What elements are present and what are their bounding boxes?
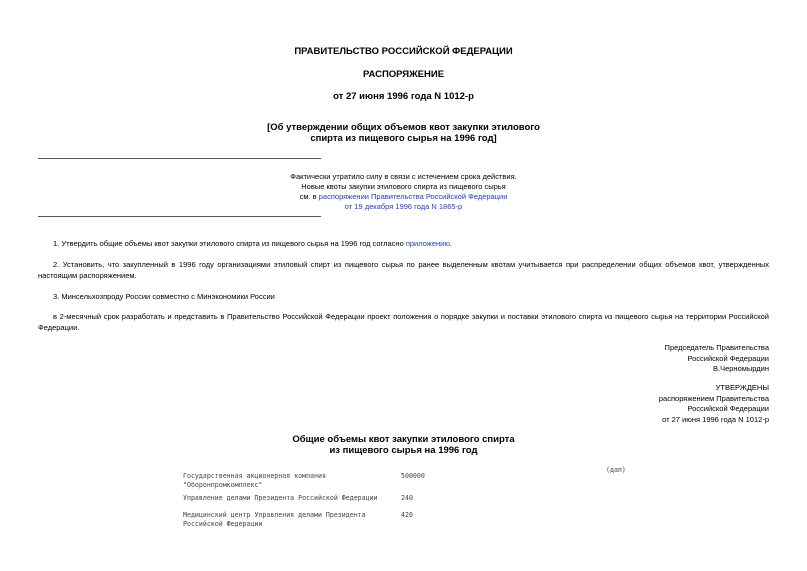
paragraph-3: 3. Минсельхозпроду России совместно с Минэкономики России <box>53 292 275 301</box>
table-row-2-name-line1: Управление делами Президента Российской Федерации <box>183 494 378 502</box>
appendix-link[interactable]: приложению <box>405 239 450 248</box>
approval-heading: УТВЕРЖДЕНЫ <box>715 383 769 392</box>
signature-country: Российской Федерации <box>687 353 769 363</box>
table-row-1-value: 500000 <box>401 472 425 480</box>
paragraph-4: в 2-месячный срок разработать и представить в Правительство Российской Федерации проект положения о порядке закупки и поставки этилового спирта из пищевого сырья на территории Российской Федерации. <box>38 312 769 332</box>
approval-block <box>659 383 769 425</box>
status-note-prefix: см. в <box>299 192 319 201</box>
status-note-line1: Фактически утратило силу в связи с истечением срока действия. <box>290 172 517 181</box>
table-row-2-value: 240 <box>401 494 413 502</box>
decree-date-link[interactable]: от 19 декабря 1996 года N 1865-р <box>344 202 463 211</box>
status-note-line4 <box>0 201 807 212</box>
government-name: ПРАВИТЕЛЬСТВО РОССИЙСКОЙ ФЕДЕРАЦИИ <box>294 46 513 57</box>
approval-country: Российской Федерации <box>687 404 769 413</box>
document-date: от 27 июня 1996 года N 1012-р <box>333 91 474 102</box>
approval-by: распоряжением Правительства <box>658 393 769 403</box>
paragraph-1 <box>38 238 769 249</box>
table-row-1-name-line1: Государственная акционерная компания <box>183 472 326 480</box>
appendix-title-line1: Общие объемы квот закупки этилового спирта <box>292 434 515 445</box>
appendix-title-line2: из пищевого сырья на 1996 год <box>329 445 478 456</box>
signature-block <box>665 343 769 375</box>
decree-link[interactable]: распоряжении Правительства Российской Федерации <box>318 192 508 201</box>
separator-top <box>38 158 321 159</box>
paragraph-1-end: . <box>449 239 453 248</box>
table-row-1-name-line2: "Оборонпромкомплекс" <box>183 481 263 489</box>
signature-title: Председатель Правительства <box>664 343 769 352</box>
table-row-3-name-line2: Российской Федерации <box>183 520 263 528</box>
unit-label: (дал) <box>606 466 626 474</box>
paragraph-1-text: 1. Утвердить общие объемы квот закупки этилового спирта из пищевого сырья на 1996 год согласно <box>53 239 406 248</box>
document-title-line1: [Об утверждении общих объемов квот закупки этилового <box>267 122 540 133</box>
table-row-3-value: 420 <box>401 511 413 519</box>
document-type: РАСПОРЯЖЕНИЕ <box>362 69 445 80</box>
approval-date: от 27 июня 1996 года N 1012-р <box>662 414 769 424</box>
document-title-line2: спирта из пищевого сырья на 1996 год] <box>310 133 497 144</box>
table-row-3-name-line1: Медицинский центр Управления делами Президента <box>183 511 366 519</box>
signature-name: В.Черномырдин <box>713 364 769 373</box>
paragraph-2: 2. Установить, что закупленный в 1996 году организациями этиловый спирт из пищевого сырья по ранее выделенным квотам учитывается при распределении общих объемов квот, утвержденных настоящим распоряжением. <box>38 260 769 280</box>
status-note-line2: Новые квоты закупки этилового спирта из пищевого сырья <box>301 182 506 191</box>
separator-bottom <box>38 216 321 217</box>
